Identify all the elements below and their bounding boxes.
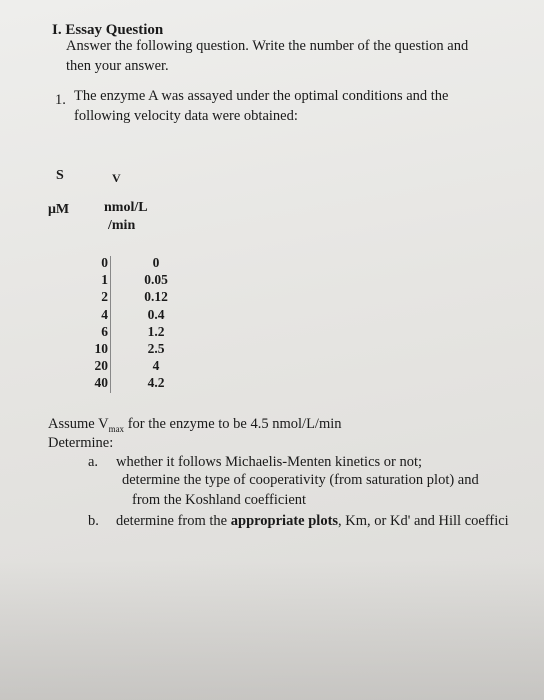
table-row bbox=[76, 272, 176, 289]
velocity-cell: 0 bbox=[152, 255, 160, 270]
velocity-cell: 4 bbox=[152, 358, 160, 374]
item-b-suffix: , Km, or Kd' and Hill coeffici bbox=[338, 513, 509, 529]
column-v-unit-line-2: /min bbox=[108, 218, 136, 233]
question-text-line-2: following velocity data were obtained: bbox=[74, 108, 298, 124]
item-b-emphasis: appropriate plots bbox=[230, 513, 339, 529]
substrate-cell: 6 bbox=[101, 323, 108, 339]
substrate-cell: 2 bbox=[101, 289, 108, 305]
determine-label: Determine: bbox=[48, 435, 114, 451]
velocity-cell: 1.2 bbox=[147, 323, 165, 339]
item-a-label: a. bbox=[88, 454, 99, 470]
table-row bbox=[76, 289, 176, 306]
item-a-line-2: determine the type of cooperativity (from saturation plot) and bbox=[122, 472, 479, 488]
column-s-header: S bbox=[56, 168, 64, 183]
substrate-cell: 1 bbox=[101, 272, 108, 288]
table-row bbox=[76, 307, 176, 324]
substrate-cell: 10 bbox=[94, 340, 108, 356]
item-a-line-1: whether it follows Michaelis-Menten kinetics or not; bbox=[116, 454, 423, 470]
table-row bbox=[76, 255, 176, 272]
item-b-text bbox=[116, 513, 509, 530]
instructions-line-1: Answer the following question. Write the number of the question and bbox=[66, 38, 469, 54]
velocity-cell: 0.05 bbox=[144, 272, 168, 288]
assumption-text bbox=[48, 416, 342, 434]
substrate-cell: 4 bbox=[101, 306, 108, 322]
column-v-unit-line-1: nmol/L bbox=[104, 200, 148, 215]
instructions-line-2: then your answer. bbox=[66, 58, 169, 74]
velocity-cell: 0.12 bbox=[144, 289, 168, 305]
substrate-cell: 40 bbox=[94, 375, 108, 391]
question-number: 1. bbox=[55, 92, 66, 108]
vmax-subscript: max bbox=[108, 423, 125, 434]
substrate-cell: 0 bbox=[101, 255, 108, 270]
velocity-cell: 0.4 bbox=[147, 306, 165, 322]
paper-shadow bbox=[0, 560, 544, 700]
velocity-data-table bbox=[76, 255, 176, 393]
table-row bbox=[76, 375, 176, 392]
question-text-line-1: The enzyme A was assayed under the optimal conditions and the bbox=[74, 88, 449, 104]
velocity-cell: 2.5 bbox=[147, 340, 165, 356]
item-b-prefix: determine from the bbox=[116, 513, 231, 529]
assume-suffix: for the enzyme to be 4.5 nmol/L/min bbox=[124, 416, 342, 432]
item-a-line-3: from the Koshland coefficient bbox=[132, 492, 307, 508]
substrate-cell: 20 bbox=[94, 358, 108, 374]
assume-prefix: Assume V bbox=[48, 416, 109, 432]
table-row bbox=[76, 358, 176, 375]
table-row bbox=[76, 324, 176, 341]
velocity-cell: 4.2 bbox=[147, 375, 165, 391]
item-b-label: b. bbox=[88, 513, 99, 529]
section-title: I. Essay Question bbox=[52, 22, 164, 38]
column-v-header: V bbox=[112, 171, 121, 185]
column-s-unit: μM bbox=[48, 202, 70, 217]
table-row bbox=[76, 341, 176, 358]
